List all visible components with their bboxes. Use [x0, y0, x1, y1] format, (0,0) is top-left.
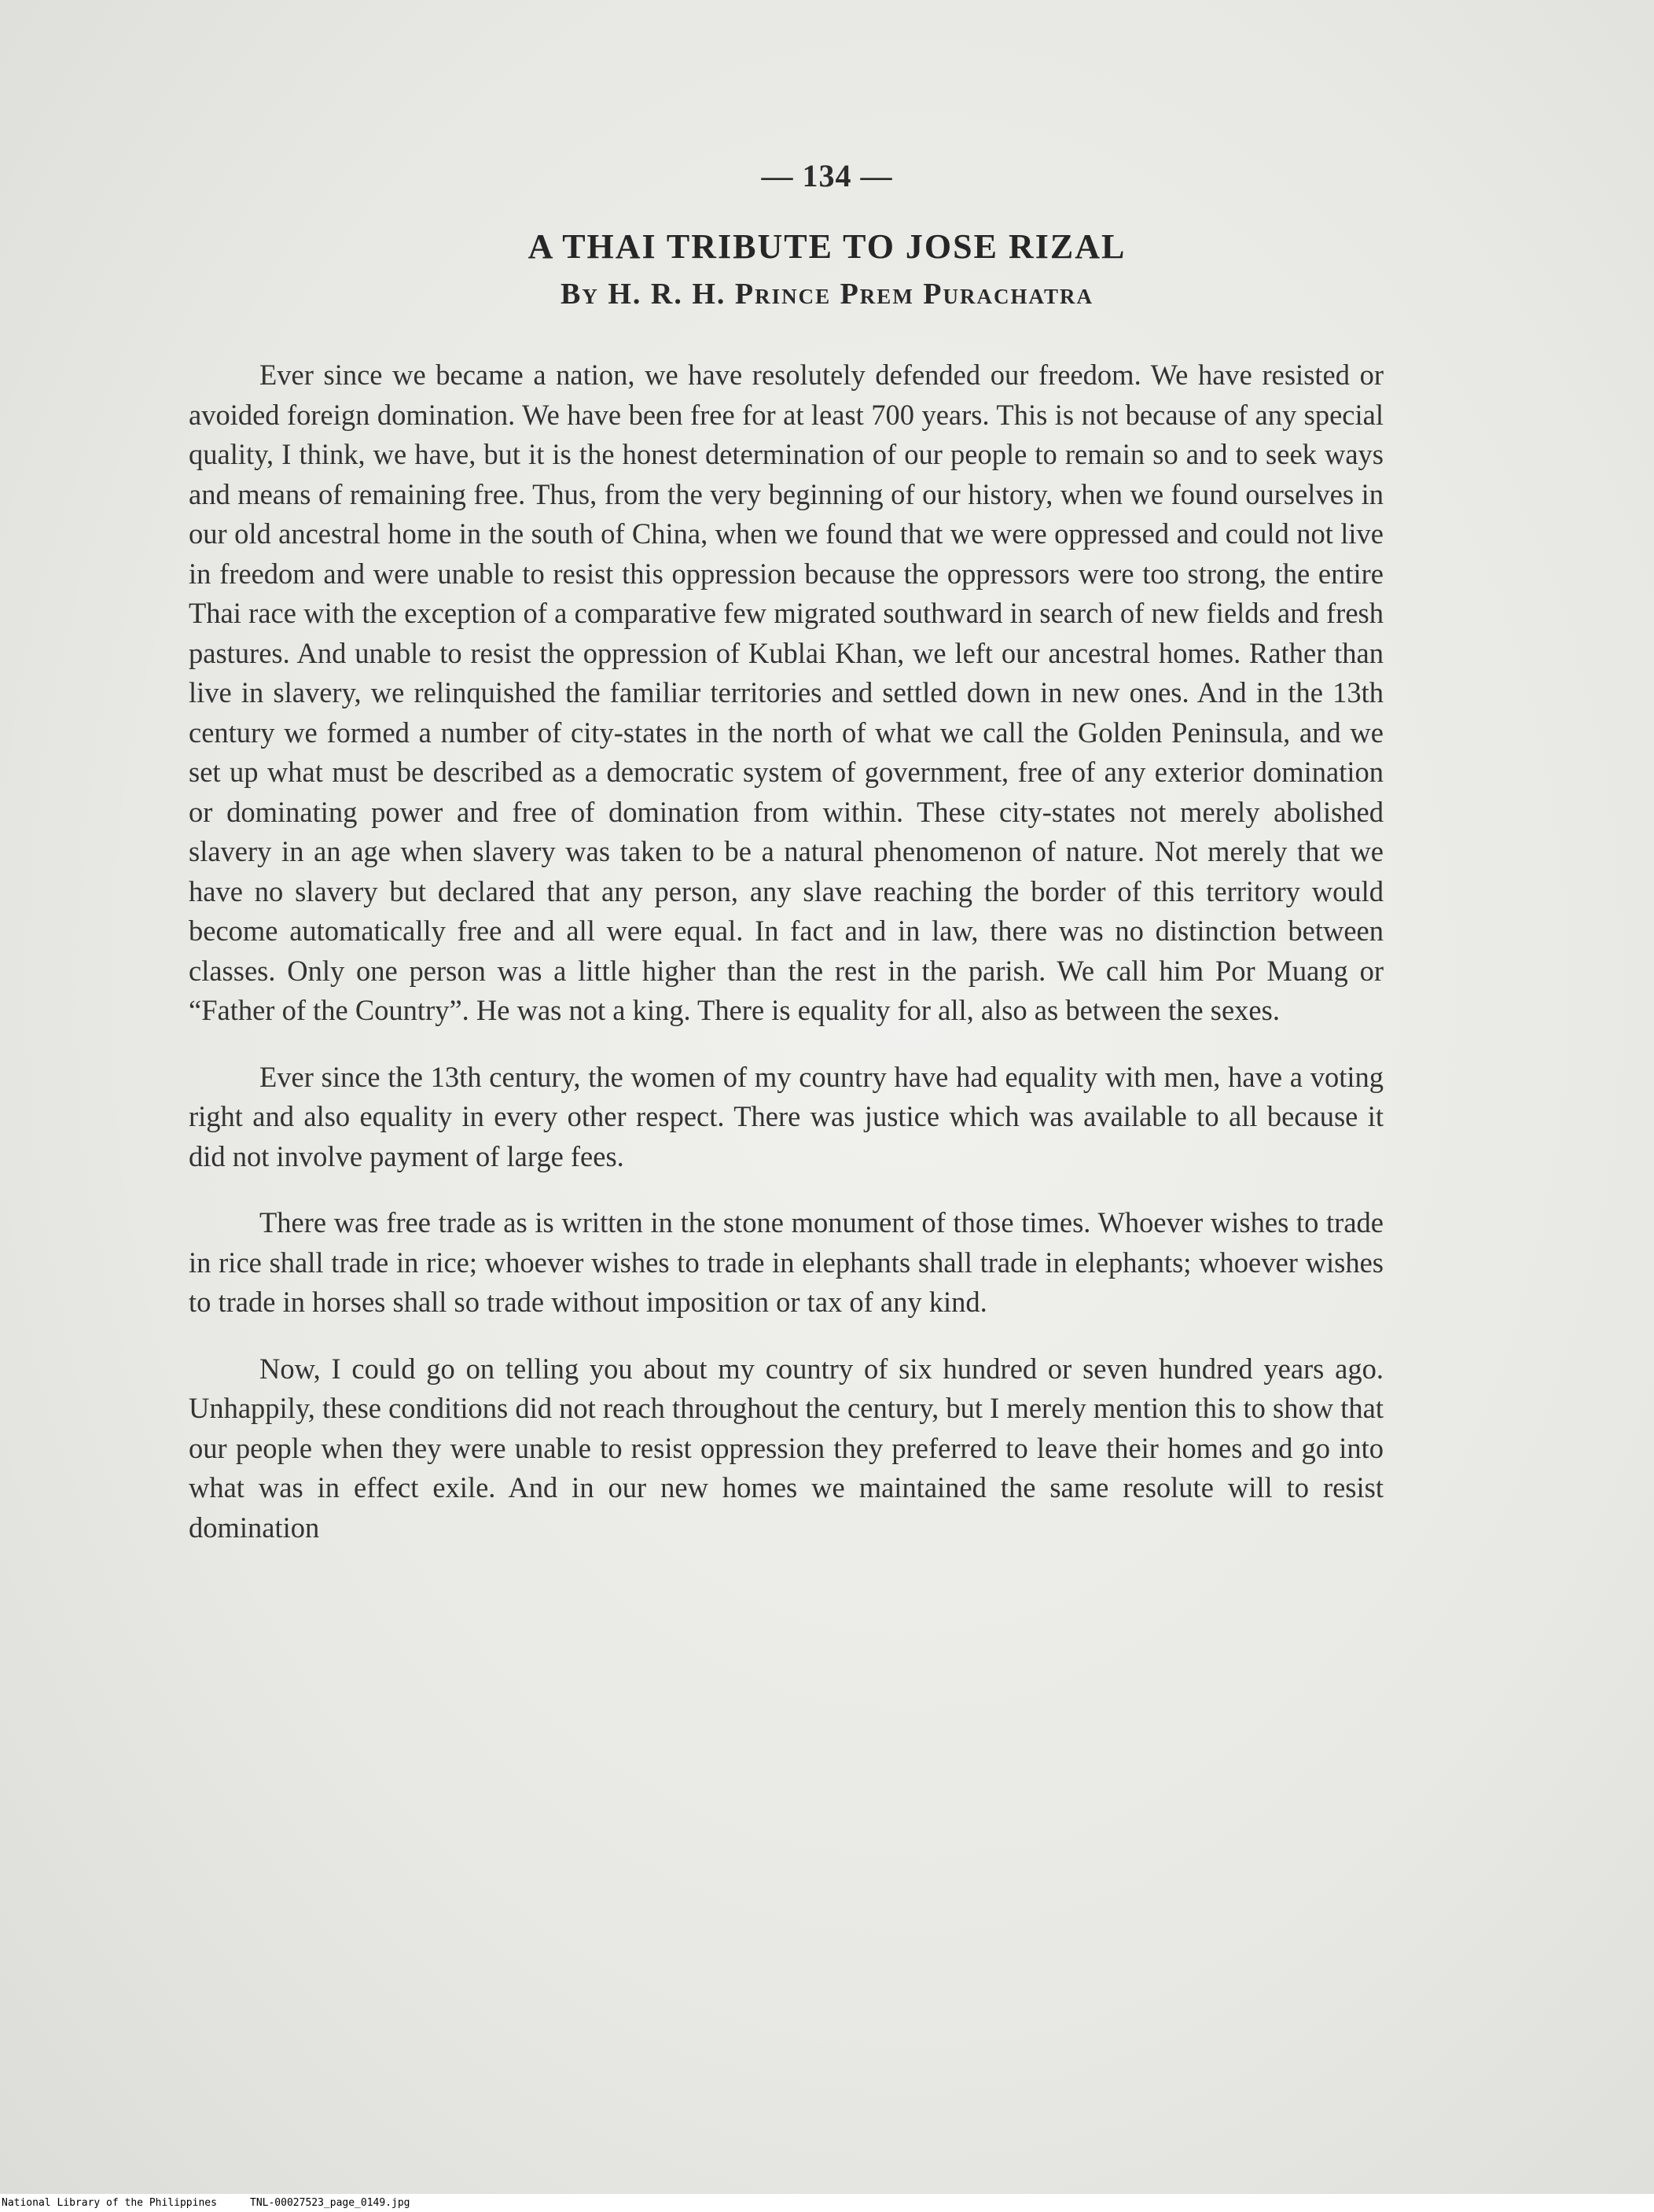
footer-source: National Library of the Philippines — [2, 2197, 217, 2209]
article-byline: By H. R. H. Prince Prem Purachatra — [560, 278, 1094, 311]
article-title: A THAI TRIBUTE TO JOSE RIZAL — [527, 227, 1127, 266]
scan-footer — [0, 2194, 1654, 2212]
article-body — [189, 355, 1384, 1574]
paragraph-3: There was free trade as is written in the stone monument of those times. Whoever wishes to trade in rice shall trade in rice; whoever wishes to trade in elephants shall trade in elephants; whoever wishes to trade in horses shall so trade without imposition or tax of any kind. — [189, 1206, 1384, 1318]
footer-filename: TNL-00027523_page_0149.jpg — [250, 2197, 410, 2209]
paragraph-2: Ever since the 13th century, the women of my country have had equality with men, have a voting right and also equality in every other respect. There was justice which was available to all because it did not involve payment of large fees. — [189, 1060, 1384, 1172]
paragraph-4: Now, I could go on telling you about my country of six hundred or seven hundred years ago. Unhappily, these conditions did not reach throughout the century, but I merely mention this to show that our people when they were unable to resist oppression they preferred to leave their homes and go into what was in effect exile. And in our new homes we maintained the same resolute will to resist domination — [189, 1352, 1384, 1544]
page-number: — 134 — — [761, 158, 893, 193]
paragraph-1: Ever since we became a nation, we have resolutely defended our freedom. We have resisted or avoided foreign domination. We have been free for at least 700 years. This is not because of any special quality, I think, we have, but it is the honest determination of our people to remain so and to seek ways and means of remaining free. Thus, from the very beginning of our history, when we found ourselves in our old ancestral home in the south of China, when we found that we were oppressed and could not live in freedom and were unable to resist this oppression because the oppressors were too strong, the entire Thai race with the exception of a comparative few migrated southward in search of new fields and fresh pastures. And unable to resist the oppression of Kublai Khan, we left our ancestral homes. Rather than live in slavery, we relinquished the familiar territories and settled down in new ones. And in the 13th century we formed a number of city-states in the north of what we call the Golden Peninsula, and we set up what must be described as a democratic system of government, free of any exterior domination or dominating power and free of domination from within. These city-states not merely abolished slavery in an age when slavery was taken to be a natural phenomenon of nature. Not merely that we have no slavery but declared that any person, any slave reaching the border of this territory would become automatically free and all were equal. In fact and in law, there was no distinction between classes. Only one person was a little higher than the rest in the parish. We call him Por Muang or “Father of the Country”. He was not a king. There is equality for all, also as between the sexes. — [189, 359, 1384, 1026]
